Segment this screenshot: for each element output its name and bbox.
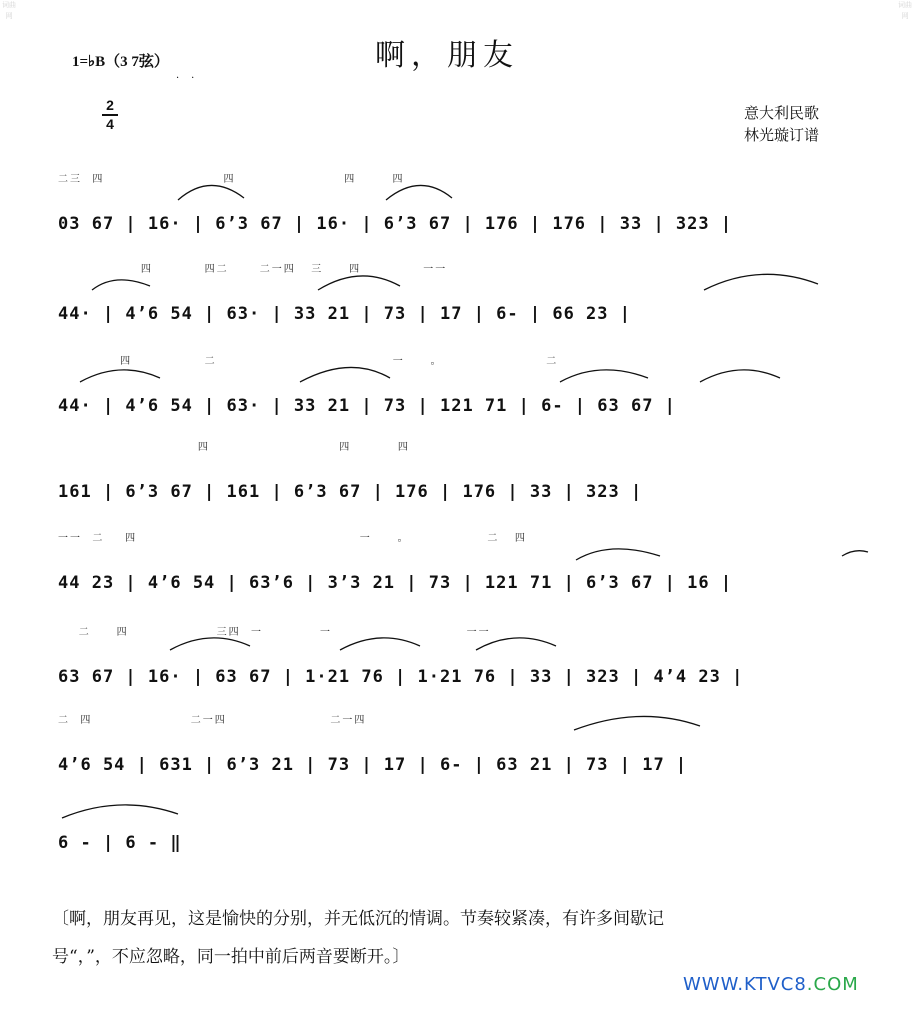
song-origin: 意大利民歌 [744, 104, 820, 122]
notes: 03 67 | 16· | 6’3 67 | 16· | 6’3 67 | 176 | 176 | 33 | 323 | [58, 214, 733, 234]
comment-line-1: 〔啊，朋友再见，这是愉快的分别，并无低沉的情调。节奏较紧凑，有许多间歇记 [52, 909, 664, 929]
fingering: 四 四二 二一四 三 四 一一 [58, 264, 448, 275]
notes: 161 | 6’3 67 | 161 | 6’3 67 | 176 | 176 | 33 | 323 | [58, 482, 643, 502]
fingering: 四 四 四 [58, 442, 410, 453]
slur [386, 185, 452, 200]
slur [300, 367, 390, 382]
slur [92, 280, 150, 290]
meter-top: 2 [106, 97, 114, 113]
notes: 6 - | 6 - ‖ [58, 833, 182, 853]
slur [340, 638, 420, 650]
slur [576, 549, 660, 560]
watermark-left: 词曲网 [2, 1, 16, 20]
slur [318, 276, 400, 290]
site-watermark [683, 974, 859, 995]
notes: 4’6 54 | 631 | 6’3 21 | 73 | 17 | 6- | 63 21 | 73 | 17 | [58, 755, 688, 775]
slur [170, 638, 250, 650]
song-arranger: 林光璇订谱 [744, 126, 820, 144]
slur [80, 370, 160, 382]
comment-line-2: 号“，”，不应忽略，同一拍中前后两音要断开。〕 [52, 947, 410, 967]
notes: 44 23 | 4’6 54 | 63’6 | 3’3 21 | 73 | 121 71 | 6’3 67 | 16 | [58, 573, 733, 593]
slur [700, 370, 780, 382]
meter-bottom: 4 [106, 116, 114, 132]
watermark-right: 词曲网 [898, 1, 912, 20]
fingering: 二 四 三四 一 一 一一 [58, 627, 491, 638]
slur [704, 274, 818, 290]
slur [62, 805, 178, 818]
slur [574, 716, 700, 730]
slur [560, 370, 648, 382]
site-name: WWW.KTVC8 [683, 974, 807, 995]
notes: 44· | 4’6 54 | 63· | 33 21 | 73 | 17 | 6- | 66 23 | [58, 304, 631, 324]
slur [476, 638, 556, 650]
notes: 63 67 | 16· | 63 67 | 1·21 76 | 1·21 76 | 33 | 323 | 4’4 23 | [58, 667, 744, 687]
fingering: 二 四 二一四 二一四 [58, 715, 367, 726]
site-suffix: .COM [806, 974, 859, 995]
notes: 44· | 4’6 54 | 63· | 33 21 | 73 | 121 71 | 6- | 63 67 | [58, 396, 676, 416]
fingering: 一一 二 四 一 。 二 四 [58, 533, 527, 544]
slur [178, 185, 244, 200]
fingering: 二三 四 四 四 四 [58, 174, 405, 185]
slur [842, 551, 868, 556]
key-dots: ·· [176, 73, 207, 84]
fingering: 四 二 一 。 二 [58, 356, 559, 367]
key-signature: 1=♭B（3 7弦） [72, 54, 169, 70]
song-title: 啊，朋友 [375, 38, 519, 73]
